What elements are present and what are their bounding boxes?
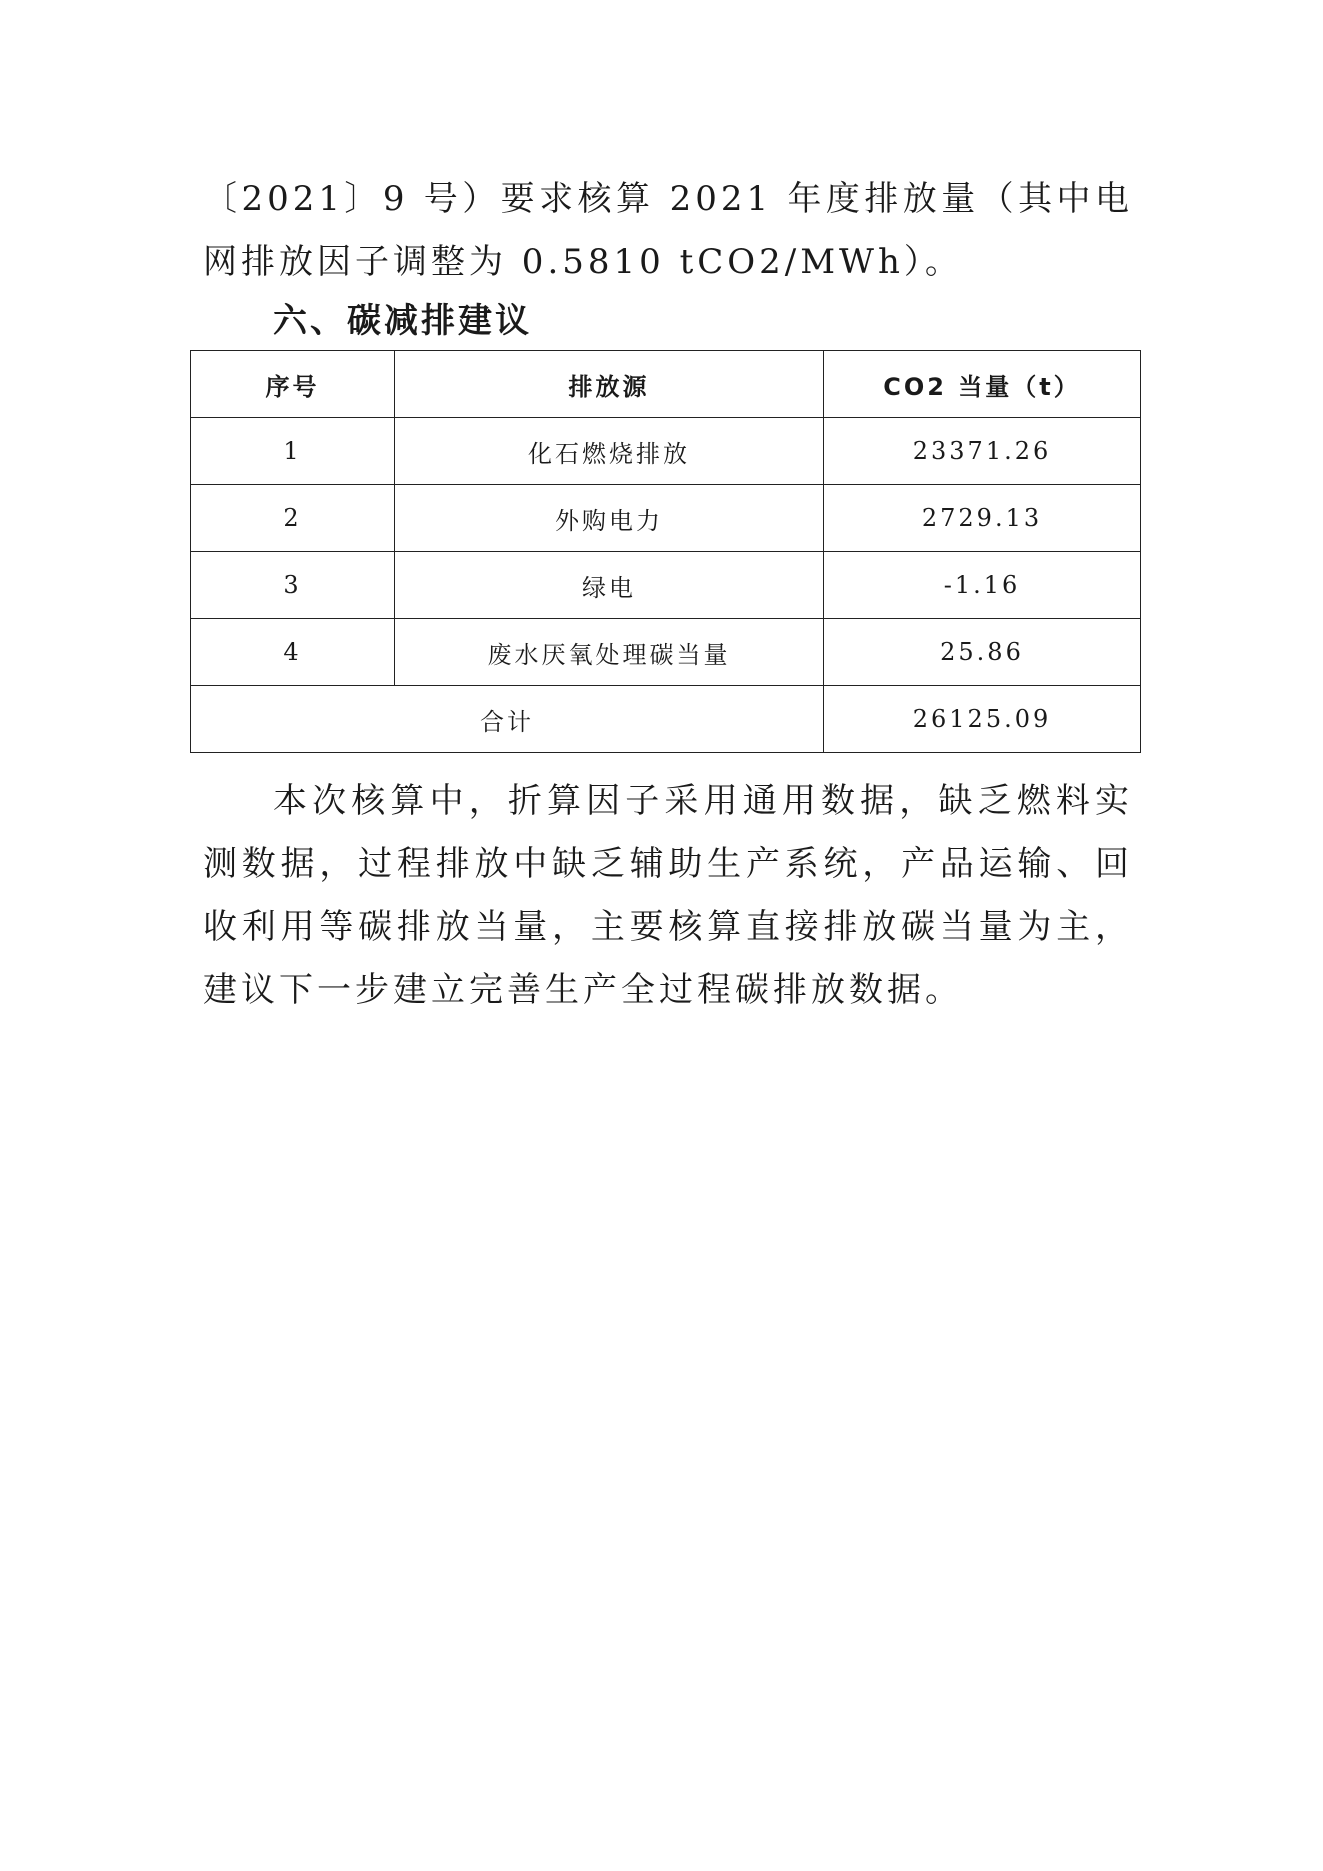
table-total-row: [191, 686, 1141, 753]
conclusion-text: 本次核算中，折算因子采用通用数据，缺乏燃料实测数据，过程排放中缺乏辅助生产系统，产品运输、回收利用等碳排放当量，主要核算直接排放碳当量为主，建议下一步建立完善生产全过程碳排放数据。: [203, 781, 1133, 1010]
row-source: 化石燃烧排放: [395, 418, 824, 485]
row-source: 绿电: [395, 552, 824, 619]
table-header-row: [191, 351, 1141, 418]
row-number: 1: [191, 418, 395, 485]
row-value: 25.86: [824, 619, 1141, 686]
row-value: -1.16: [824, 552, 1141, 619]
header-source: 排放源: [395, 351, 824, 418]
row-value: 2729.13: [824, 485, 1141, 552]
row-value: 23371.26: [824, 418, 1141, 485]
table-row: [191, 552, 1141, 619]
section-heading: 六、碳减排建议: [273, 301, 532, 341]
table-row: [191, 619, 1141, 686]
total-label: 合计: [191, 686, 824, 753]
table-row: [191, 485, 1141, 552]
header-number: 序号: [191, 351, 395, 418]
row-number: 3: [191, 552, 395, 619]
row-source: 外购电力: [395, 485, 824, 552]
emissions-table: [190, 350, 1141, 753]
row-number: 2: [191, 485, 395, 552]
total-value: 26125.09: [824, 686, 1141, 753]
intro-paragraph: 〔2021〕9 号）要求核算 2021 年度排放量（其中电网排放因子调整为 0.5810 tCO2/MWh）。: [203, 179, 1133, 282]
row-source: 废水厌氧处理碳当量: [395, 619, 824, 686]
conclusion-paragraph: [203, 770, 1133, 1022]
header-co2: CO2 当量（t）: [824, 351, 1141, 418]
row-number: 4: [191, 619, 395, 686]
table-row: [191, 418, 1141, 485]
